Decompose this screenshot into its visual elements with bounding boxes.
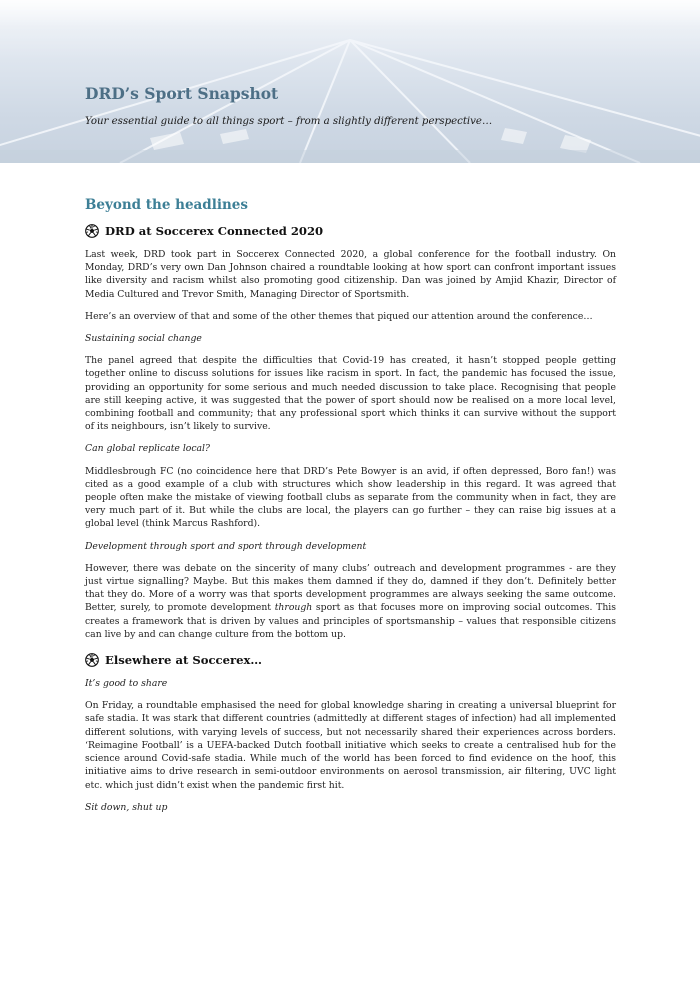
football-icon bbox=[85, 653, 99, 667]
subheading-italic: Can global replicate local? bbox=[85, 443, 210, 455]
paragraph-text: sport as that focuses more on improving social outcomes. This creates a framework that is driven by values and principles of sportsmanship – values that responsible citizens can live by and can change culture from the bottom up. bbox=[85, 602, 617, 640]
page-title: DRD’s Sport Snapshot bbox=[85, 84, 279, 103]
paragraph-text: However, there was debate on the sincerity of many clubs’ outreach and development programmes - are they just virtue signalling? Maybe. But this makes them damned if they do, damned if they don’t. Definitely better that they do. More of a worry was that sports development programmes are always seeking the same outcome. Better, surely, to promote development bbox=[85, 562, 616, 614]
article-body bbox=[85, 197, 616, 820]
article-heading-soccerex bbox=[85, 224, 616, 238]
paragraph: On Friday, a roundtable emphasised the need for global knowledge sharing in creating a universal blueprint for safe stadia. It was stark that different countries (admittedly at different stages of infection) had all implemented different solutions, with varying levels of success, but not necessarily shared their experiences across borders. ‘Reimagine Football’ is a UEFA-backed Dutch football initiative which seeks to create a centralised hub for the science around Covid-safe stadia. While much of the world has been forced to find evidence on the hoof, this initiative aims to drive research in semi-outdoor environments on aerosol transmission, air filtering, UVC light etc. which just didn’t exist when the pandemic first hit. bbox=[85, 700, 616, 791]
emphasis-text: through bbox=[274, 602, 313, 614]
article-heading-text: DRD at Soccerex Connected 2020 bbox=[105, 224, 324, 238]
subheading-italic: It’s good to share bbox=[85, 678, 168, 690]
header-banner bbox=[0, 0, 700, 163]
paragraph: Last week, DRD took part in Soccerex Connected 2020, a global conference for the football industry. On Monday, DRD’s very own Dan Johnson chaired a roundtable looking at how sport can confront important issues like diversity and racism whilst also promoting good citizenship. Dan was joined by Amjid Khazir, Director of Media Cultured and Trevor Smith, Managing Director of Sportsmith. bbox=[85, 249, 616, 300]
running-track-image bbox=[0, 0, 700, 163]
football-icon bbox=[85, 224, 99, 238]
page-subtitle: Your essential guide to all things sport – from a slightly different perspective… bbox=[85, 116, 493, 127]
subheading-italic: Sustaining social change bbox=[85, 333, 202, 345]
paragraph: The panel agreed that despite the difficulties that Covid-19 has created, it hasn’t stopped people getting together online to discuss solutions for issues like racism in sport. In fact, the pandemic has focused the issue, providing an opportunity for some serious and much needed discussion to take place. Recognising that people are still keeping active, it was suggested that the power of sport should now be realised on a more local level, combining football and community; that any professional sport which thinks it can survive without the support of its neighbours, isn’t likely to survive. bbox=[85, 355, 616, 433]
subheading-italic: Development through sport and sport through development bbox=[85, 540, 367, 552]
paragraph: Middlesbrough FC (no coincidence here that DRD’s Pete Bowyer is an avid, if often depressed, Boro fan!) was cited as a good example of a club with structures which show leadership in this regard. It was agreed that people often make the mistake of viewing football clubs as separate from the community when in fact, they are very much part of it. But while the clubs are local, the players can go further – they can raise big issues at a global level (think Marcus Rashford). bbox=[85, 465, 616, 530]
article-heading-text: Elsewhere at Soccerex… bbox=[105, 653, 262, 668]
paragraph bbox=[85, 562, 616, 641]
article-heading-elsewhere bbox=[85, 653, 616, 667]
section-heading: Beyond the headlines bbox=[85, 197, 248, 213]
subheading-italic: Sit down, shut up bbox=[85, 801, 168, 813]
paragraph: Here’s an overview of that and some of the other themes that piqued our attention around the conference… bbox=[85, 310, 593, 322]
